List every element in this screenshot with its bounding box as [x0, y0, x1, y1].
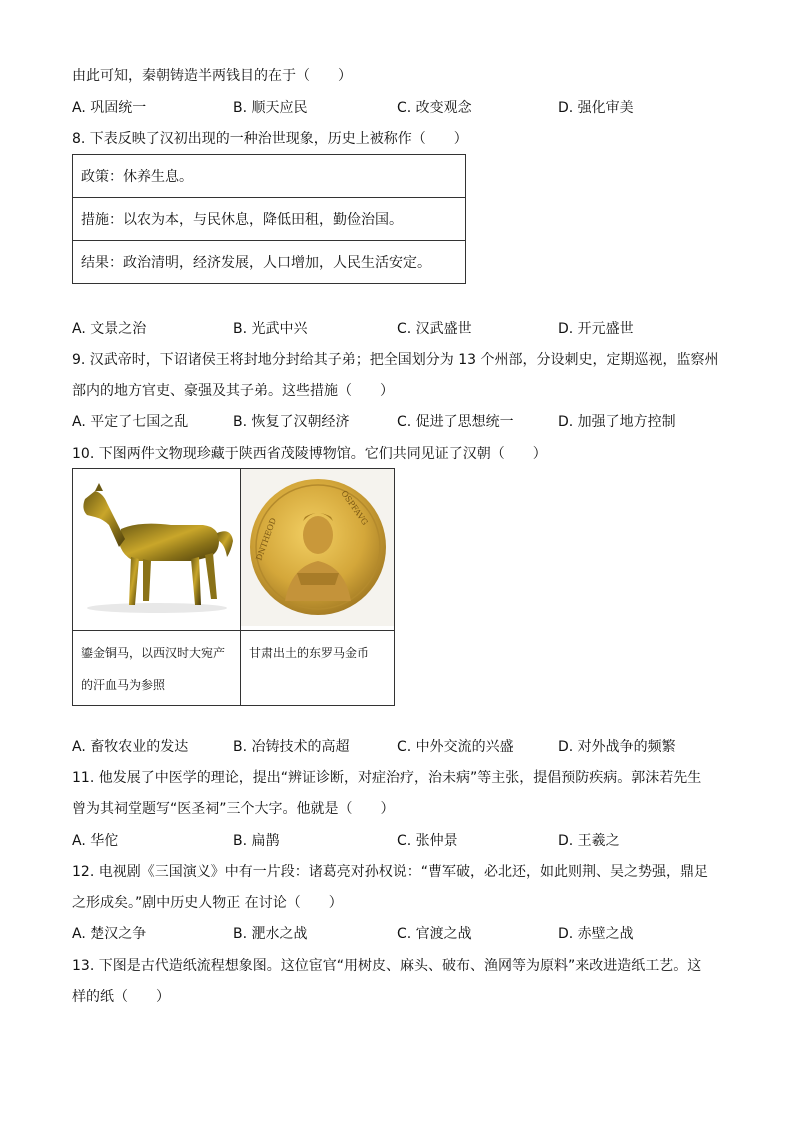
q12-stem-line2: 之形成矣。”剧中历史人物正 在讨论（ ）: [72, 895, 343, 911]
q11-stem-line1: 11. 他发展了中医学的理论，提出“辨证诊断，对症治疗，治未病”等主张，提倡预防疾病。郭沫若先生: [72, 770, 702, 786]
q8-option-b[interactable]: B. 光武中兴: [233, 321, 308, 337]
q12-option-d[interactable]: D. 赤壁之战: [558, 926, 634, 942]
coin-legend-left: DNTHEOD: [254, 516, 279, 562]
q10-option-d[interactable]: D. 对外战争的频繁: [558, 739, 676, 755]
q9-stem-line1: 9. 汉武帝时，下诏诸侯王将封地分封给其子弟；把全国划分为 13 个州部，分设刺史，定期巡视，监察州: [72, 352, 719, 368]
q9-option-a[interactable]: A. 平定了七国之乱: [72, 414, 189, 430]
q10-stem: 10. 下图两件文物现珍藏于陕西省茂陵博物馆。它们共同见证了汉朝（ ）: [72, 446, 547, 462]
q7-option-d[interactable]: D. 强化审美: [558, 100, 634, 116]
q9-stem-line2: 部内的地方官吏、豪强及其子弟。这些措施（ ）: [72, 383, 394, 399]
q11-option-b[interactable]: B. 扁鹊: [233, 833, 280, 849]
q11-option-a[interactable]: A. 华佗: [72, 833, 119, 849]
q7-option-b[interactable]: B. 顺天应民: [233, 100, 308, 116]
q8-table: [72, 154, 466, 284]
q7-option-a[interactable]: A. 巩固统一: [72, 100, 147, 116]
q8-option-a[interactable]: A. 文景之治: [72, 321, 147, 337]
q12-option-c[interactable]: C. 官渡之战: [397, 926, 472, 942]
q8-option-d[interactable]: D. 开元盛世: [558, 321, 634, 337]
gilt-bronze-horse-image: [73, 469, 240, 626]
q8-option-c[interactable]: C. 汉武盛世: [397, 321, 472, 337]
coin-image-cell: [241, 469, 395, 631]
q7-option-c[interactable]: C. 改变观念: [397, 100, 472, 116]
q9-option-d[interactable]: D. 加强了地方控制: [558, 414, 676, 430]
table-row: [73, 155, 466, 198]
table-row: [73, 241, 466, 284]
q13-stem-line1: 13. 下图是古代造纸流程想象图。这位宦官“用树皮、麻头、破布、渔网等为原料”来改进造纸工艺。这: [72, 958, 702, 974]
q10-option-a[interactable]: A. 畜牧农业的发达: [72, 739, 189, 755]
q11-option-c[interactable]: C. 张仲景: [397, 833, 458, 849]
east-roman-gold-coin-image: [241, 469, 394, 626]
q12-option-a[interactable]: A. 楚汉之争: [72, 926, 147, 942]
q10-option-c[interactable]: C. 中外交流的兴盛: [397, 739, 514, 755]
q10-option-b[interactable]: B. 冶铸技术的高超: [233, 739, 350, 755]
q10-artifact-table: [72, 468, 395, 706]
horse-image-cell: [73, 469, 241, 631]
q8-policy-cell: 政策：休养生息。: [73, 155, 466, 198]
table-row: [73, 198, 466, 241]
table-row: [73, 469, 395, 631]
horse-caption: 鎏金铜马，以西汉时大宛产的汗血马为参照: [73, 631, 241, 706]
table-row: [73, 631, 395, 706]
q11-stem-line2: 曾为其祠堂题写“医圣祠”三个大字。他就是（ ）: [72, 801, 395, 817]
q7-stem-tail: 由此可知，秦朝铸造半两钱目的在于（ ）: [72, 68, 352, 84]
q9-option-b[interactable]: B. 恢复了汉朝经济: [233, 414, 350, 430]
q13-stem-line2: 样的纸（ ）: [72, 989, 170, 1005]
q9-option-c[interactable]: C. 促进了思想统一: [397, 414, 514, 430]
q11-option-d[interactable]: D. 王羲之: [558, 833, 620, 849]
coin-legend-right: OSPFAVG: [339, 488, 370, 527]
q12-stem-line1: 12. 电视剧《三国演义》中有一片段：诸葛亮对孙权说：“曹军破，必北还，如此则荆、吴之势强，鼎足: [72, 864, 708, 880]
q8-measure-cell: 措施：以农为本，与民休息，降低田租，勤俭治国。: [73, 198, 466, 241]
q12-option-b[interactable]: B. 淝水之战: [233, 926, 308, 942]
coin-caption: 甘肃出土的东罗马金币: [241, 631, 395, 706]
q8-result-cell: 结果：政治清明，经济发展，人口增加，人民生活安定。: [73, 241, 466, 284]
q8-stem: 8. 下表反映了汉初出现的一种治世现象，历史上被称作（ ）: [72, 131, 468, 147]
